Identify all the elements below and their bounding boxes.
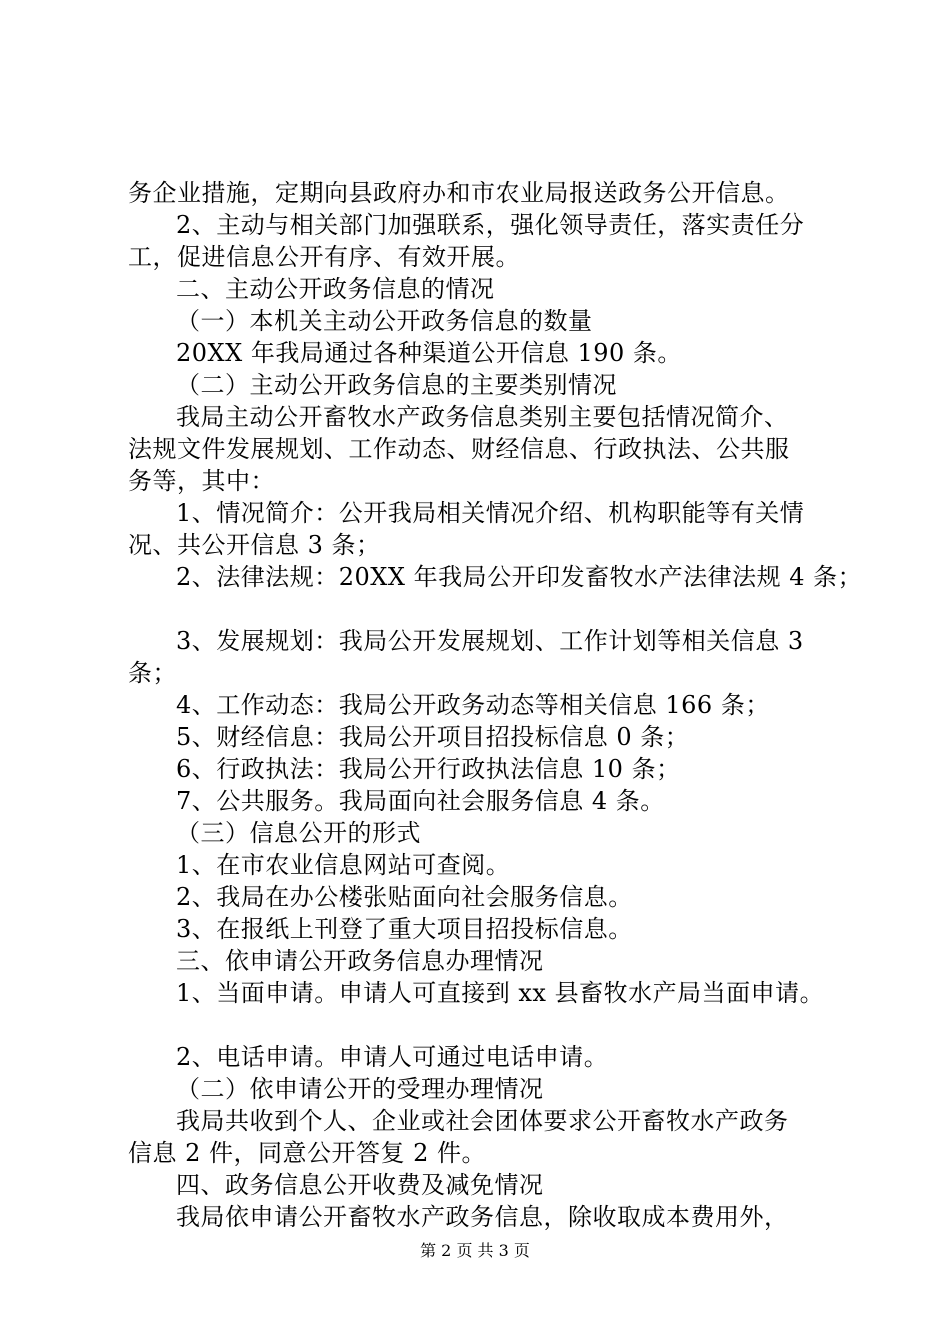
- subsection-heading: （一）本机关主动公开政务信息的数量: [176, 307, 593, 335]
- text-line: 3、在报纸上刊登了重大项目招投标信息。: [176, 915, 633, 943]
- text-line: 6、行政执法：我局公开行政执法信息 10 条；: [176, 755, 681, 783]
- text-line: 1、情况简介：公开我局相关情况介绍、机构职能等有关情: [176, 499, 805, 527]
- text-line: 1、在市农业信息网站可查阅。: [176, 851, 511, 879]
- text-line: 务等，其中：: [128, 467, 275, 495]
- text-line: 工，促进信息公开有序、有效开展。: [128, 243, 520, 271]
- text-line: 2、主动与相关部门加强联系，强化领导责任，落实责任分: [176, 211, 805, 239]
- text-line: 5、财经信息：我局公开项目招投标信息 0 条；: [176, 723, 690, 751]
- section-heading: 三、依申请公开政务信息办理情况: [176, 947, 544, 975]
- subsection-heading: （三）信息公开的形式: [176, 819, 421, 847]
- text-line: 条；: [128, 659, 177, 687]
- text-line: 2、电话申请。申请人可通过电话申请。: [176, 1043, 609, 1071]
- section-heading: 四、政务信息公开收费及减免情况: [176, 1171, 544, 1199]
- page-footer: 第 2 页 共 3 页: [420, 1241, 530, 1260]
- text-line: 3、发展规划：我局公开发展规划、工作计划等相关信息 3: [176, 627, 804, 655]
- text-line: 信息 2 件，同意公开答复 2 件。: [128, 1139, 487, 1167]
- subsection-heading: （二）依申请公开的受理办理情况: [176, 1075, 544, 1103]
- text-line: 4、工作动态：我局公开政务动态等相关信息 166 条；: [176, 691, 770, 719]
- text-line: 2、我局在办公楼张贴面向社会服务信息。: [176, 883, 633, 911]
- text-line: 务企业措施，定期向县政府办和市农业局报送政务公开信息。: [128, 179, 790, 207]
- section-heading: 二、主动公开政务信息的情况: [176, 275, 495, 303]
- text-line: 我局共收到个人、企业或社会团体要求公开畜牧水产政务: [176, 1107, 789, 1135]
- text-line: 法规文件发展规划、工作动态、财经信息、行政执法、公共服: [128, 435, 790, 463]
- text-line: 7、公共服务。我局面向社会服务信息 4 条。: [176, 787, 665, 815]
- text-line: 20XX 年我局通过各种渠道公开信息 190 条。: [176, 339, 682, 367]
- text-line: 我局主动公开畜牧水产政务信息类别主要包括情况简介、: [176, 403, 789, 431]
- text-line: 2、法律法规：20XX 年我局公开印发畜牧水产法律法规 4 条；: [176, 563, 863, 591]
- text-line: 况、共公开信息 3 条；: [128, 531, 381, 559]
- subsection-heading: （二）主动公开政务信息的主要类别情况: [176, 371, 617, 399]
- text-line: 我局依申请公开畜牧水产政务信息，除收取成本费用外，: [176, 1203, 789, 1231]
- text-line: 1、当面申请。申请人可直接到 xx 县畜牧水产局当面申请。: [176, 979, 825, 1007]
